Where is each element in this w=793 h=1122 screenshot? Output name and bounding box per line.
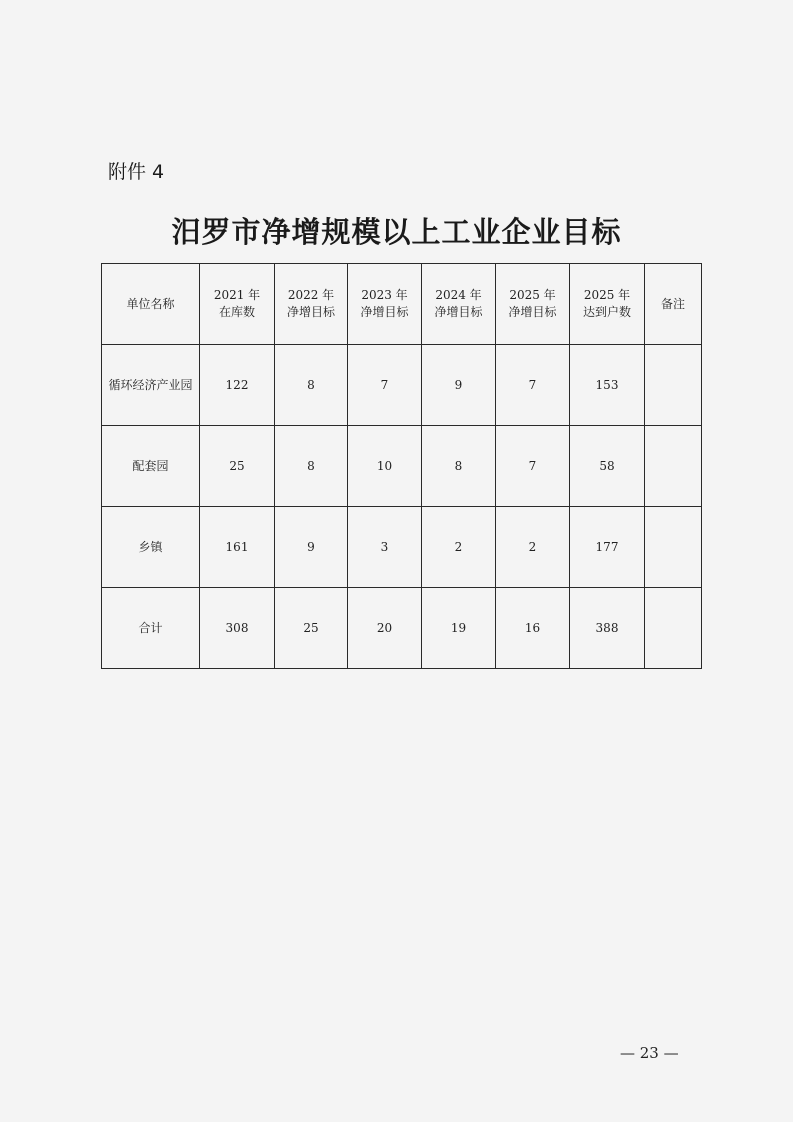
cell-2025: 7 [496,426,570,507]
cell-2024: 19 [422,588,496,669]
header-2022-target: 2022 年 净增目标 [275,264,348,345]
cell-2023: 10 [348,426,422,507]
cell-2022: 9 [275,507,348,588]
targets-table [101,263,702,669]
table-row [102,426,702,507]
cell-2021: 308 [200,588,275,669]
table-header-row [102,264,702,345]
cell-unit: 配套园 [102,426,200,507]
document-title: 汨罗市净增规模以上工业企业目标 [171,215,622,249]
cell-note [645,588,702,669]
attachment-label: 附件 4 [108,161,165,183]
header-unit-name: 单位名称 [102,264,200,345]
cell-2025-total: 388 [570,588,645,669]
page-number: — 23 — [620,1044,679,1062]
cell-note [645,507,702,588]
header-notes: 备注 [645,264,702,345]
cell-2025: 2 [496,507,570,588]
cell-unit: 合计 [102,588,200,669]
table-row [102,345,702,426]
table-row-total [102,588,702,669]
cell-note [645,345,702,426]
table-row [102,507,702,588]
cell-2022: 25 [275,588,348,669]
cell-note [645,426,702,507]
cell-2023: 20 [348,588,422,669]
header-2024-target: 2024 年 净增目标 [422,264,496,345]
cell-2021: 161 [200,507,275,588]
cell-2021: 25 [200,426,275,507]
header-2025-total: 2025 年 达到户数 [570,264,645,345]
cell-2025: 16 [496,588,570,669]
cell-2023: 3 [348,507,422,588]
cell-2025-total: 153 [570,345,645,426]
cell-2025-total: 177 [570,507,645,588]
cell-2022: 8 [275,345,348,426]
header-2025-target: 2025 年 净增目标 [496,264,570,345]
cell-2024: 9 [422,345,496,426]
cell-2023: 7 [348,345,422,426]
cell-unit: 循环经济产业园 [102,345,200,426]
cell-2021: 122 [200,345,275,426]
cell-2024: 8 [422,426,496,507]
header-2021-count: 2021 年 在库数 [200,264,275,345]
cell-2025: 7 [496,345,570,426]
header-2023-target: 2023 年 净增目标 [348,264,422,345]
cell-unit: 乡镇 [102,507,200,588]
cell-2022: 8 [275,426,348,507]
cell-2025-total: 58 [570,426,645,507]
cell-2024: 2 [422,507,496,588]
